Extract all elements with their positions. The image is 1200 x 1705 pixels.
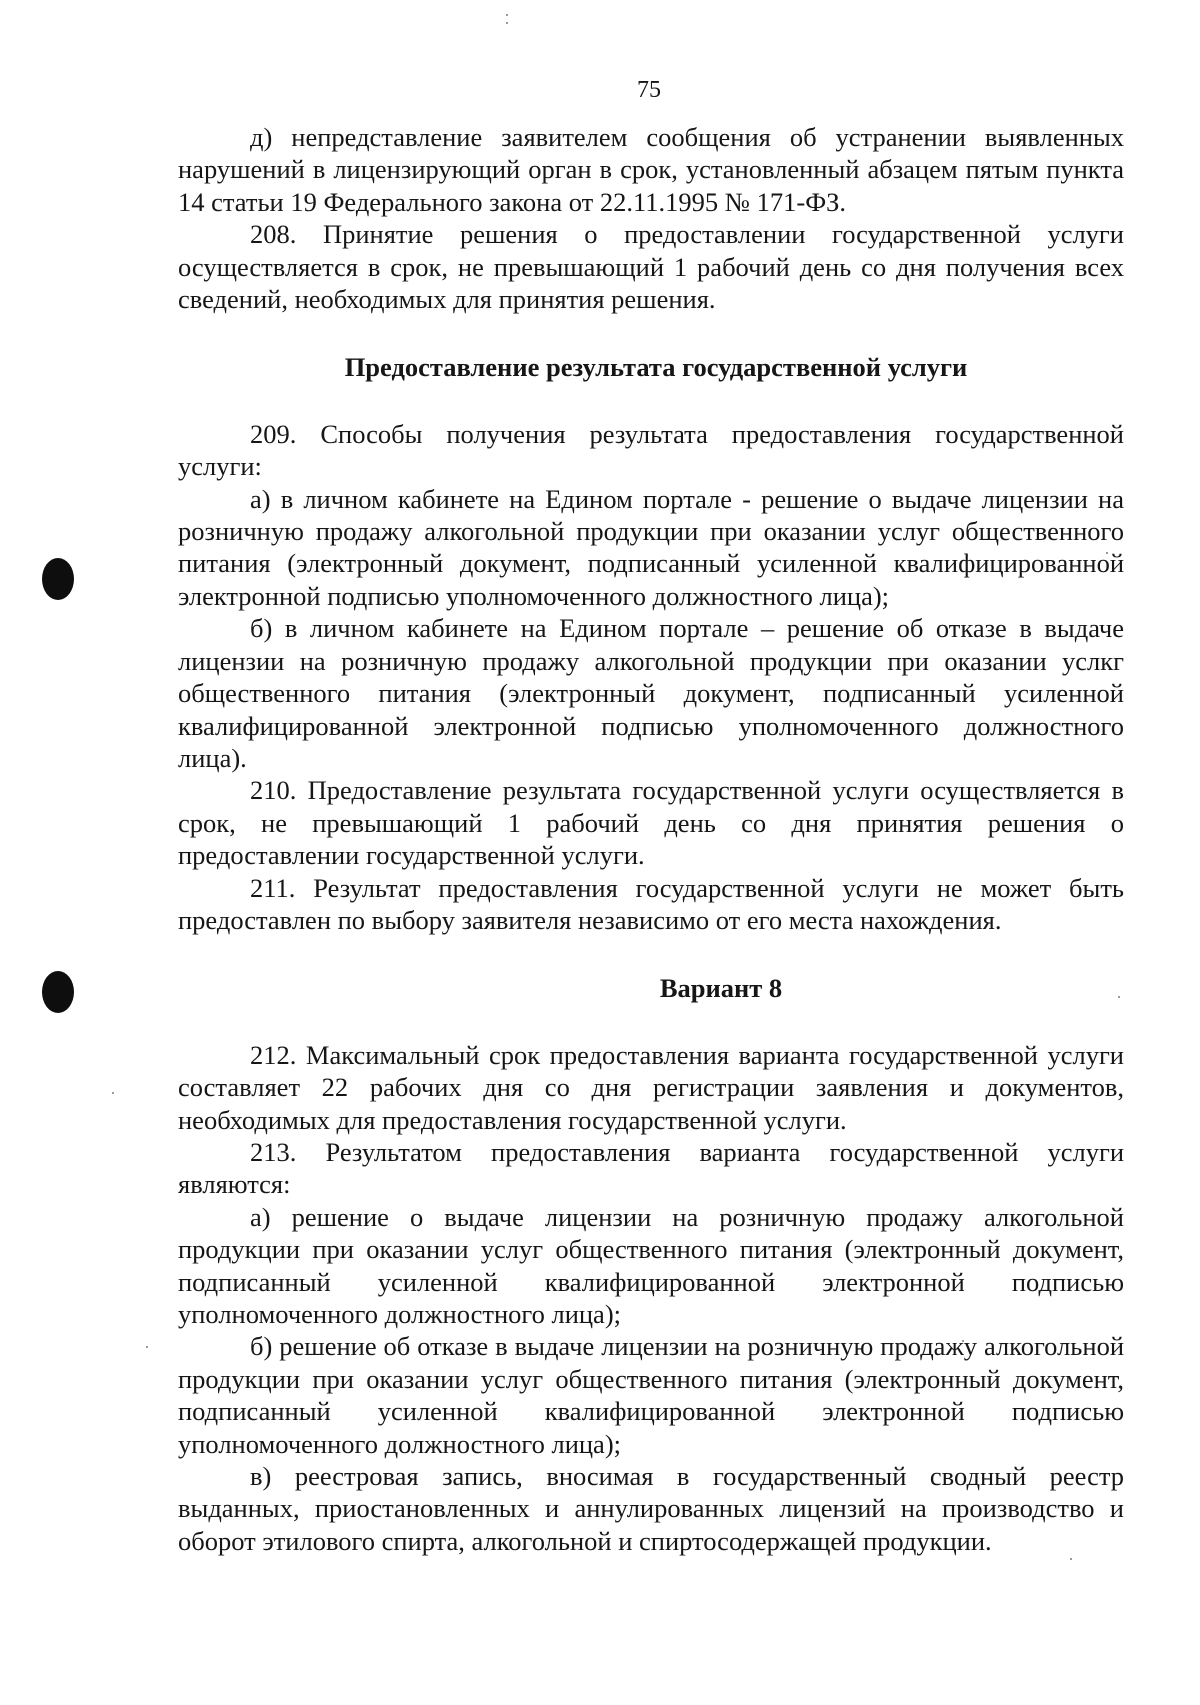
punch-hole-mark-top [42,558,74,600]
document-body [178,121,1124,1557]
section-heading-result: Предоставление результата государственной услуги [344,352,968,383]
paragraph-213: 213. Результатом предоставления варианта государственной услуги являются: [178,1136,1124,1200]
paragraph-209-a: а) в личном кабинете на Едином портале - решение о выдаче лицензии на розничную продажу алкогольной продукции при оказании услуг общественного питания (электронный документ, подписанный усиленной квалифицированной электронной подписью уполномоченного должностного лица); [178,483,1124,611]
scan-speck [1070,1558,1072,1560]
scan-speck [506,14,508,16]
paragraph-211: 211. Результат предоставления государственной услуги не может быть предоставлен по выбору заявителя независимо от его места нахождения. [178,872,1124,935]
paragraph-209-b: б) в личном кабинете на Едином портале – решение об отказе в выдаче лицензии на розничную продажу алкогольной продукции при оказании услкг общественного питания (электронный документ, подписанный усиленной квалифицированной электронной подписью уполномоченного должностного лица). [178,613,1124,773]
scan-speck [506,22,508,24]
section-heading-variant-8: Вариант 8 [659,973,783,1004]
paragraph-213-v: в) реестровая запись, вносимая в государственный сводный реестр выданных, приостановленных и аннулированных лицензий на производство и оборот этилового спирта, алкогольной и спиртосодержащей продукции. [178,1461,1124,1556]
paragraph-208: 208. Принятие решения о предоставлении государственной услуги осуществляется в срок, не превышающий 1 рабочий день со дня получения всех сведений, необходимых для принятия решения. [178,219,1124,315]
paragraph-213-b: б) решение об отказе в выдаче лицензии на розничную продажу алкогольной продукции при оказании услуг общественного питания (электронный документ, подписанный усиленной квалифицированной электронной подписью уполномоченного должностного лица); [178,1331,1124,1459]
scan-speck [112,1092,114,1094]
paragraph-210: 210. Предоставление результата государственной услуги осуществляется в срок, не превышающий 1 рабочий день со дня принятия решения о предоставлении государственной услуги. [178,775,1124,871]
scan-speck [146,1346,148,1348]
page-number: 75 [637,77,661,103]
paragraph-d: д) непредставление заявителем сообщения об устранении выявленных нарушений в лицензирующий орган в срок, установленный абзацем пятым пункта 14 статьи 19 Федерального закона от 22.11.1995 № 171-ФЗ. [178,122,1124,217]
punch-hole-mark-bottom [42,971,74,1013]
paragraph-213-a: а) решение о выдаче лицензии на розничную продажу алкогольной продукции при оказании услуг общественного питания (электронный документ, подписанный усиленной квалифицированной электронной подписью уполномоченного должностного лица); [178,1201,1124,1329]
paragraph-212: 212. Максимальный срок предоставления варианта государственной услуги составляет 22 рабочих дня со дня регистрации заявления и документов, необходимых для предоставления государственной услуги. [178,1039,1124,1135]
paragraph-209: 209. Способы получения результата предоставления государственной услуги: [178,418,1124,482]
